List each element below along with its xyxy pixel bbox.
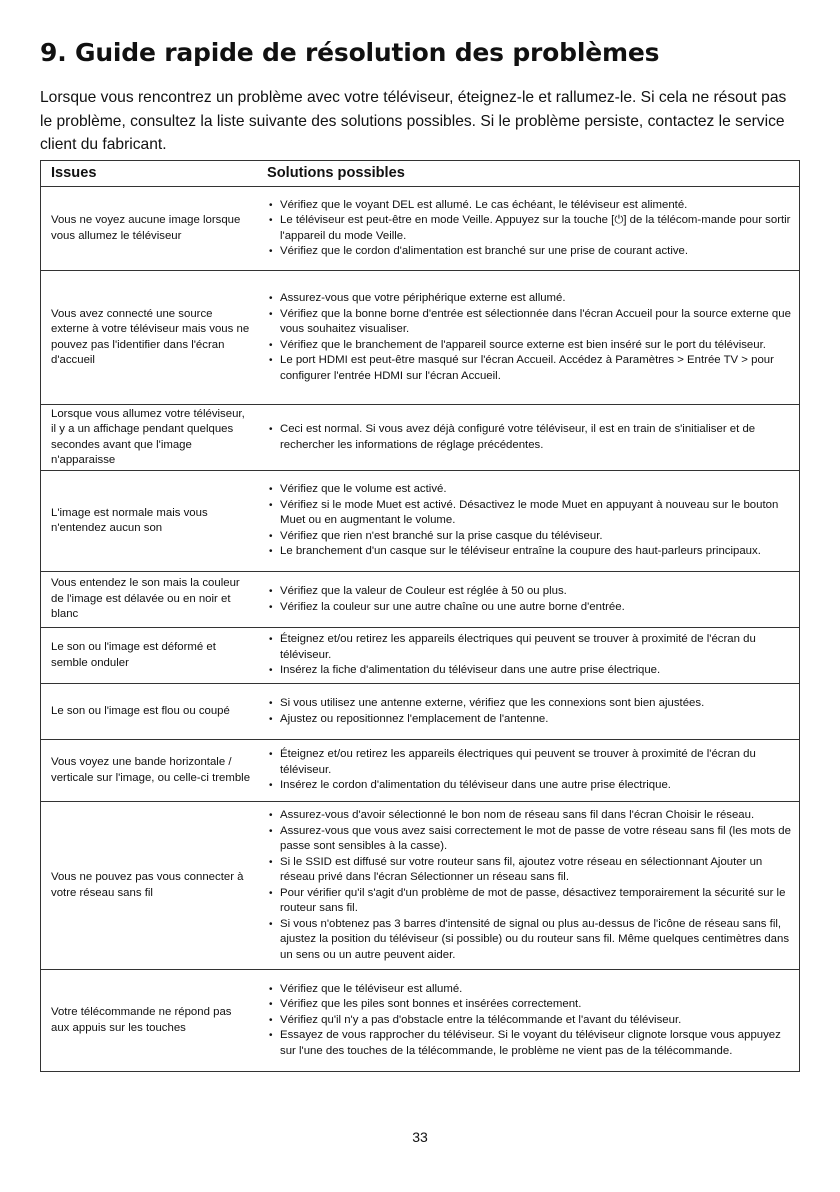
table-row (41, 187, 800, 271)
solution-item: • Pour vérifier qu'il s'agit d'un problème de mot de passe, désactivez temporairement la sécurité sur le routeur sans fil. (267, 886, 793, 917)
issue-cell: Lorsque vous allumez votre téléviseur, il y a un affichage pendant quelques secondes avant que l'image n'apparaisse (41, 405, 260, 471)
solution-item: • Le téléviseur est peut-être en mode Veille. Appuyez sur la touche [⏻] de la télécom-mande pour sortir l'appareil du mode Veille. (267, 213, 793, 244)
table-row (41, 740, 800, 802)
solution-item: • Vérifiez que rien n'est branché sur la prise casque du téléviseur. (267, 529, 793, 545)
solution-item: • Vérifiez que le volume est activé. (267, 482, 793, 498)
intro-paragraph: Lorsque vous rencontrez un problème avec votre téléviseur, éteignez-le et rallumez-le. Si cela ne résout pas le problème, consultez la liste suivante des solutions possibles. Si le problème persiste, contactez le service client du fabricant. (40, 89, 787, 153)
solutions-list (267, 291, 793, 384)
solution-item: • Vérifiez si le mode Muet est activé. Désactivez le mode Muet en appuyant à nouveau sur le bouton Muet ou en augmentant le volume. (267, 498, 793, 529)
issue-cell: Votre télécommande ne répond pas aux appuis sur les touches (41, 970, 260, 1072)
solution-item: • Éteignez et/ou retirez les appareils électriques qui peuvent se trouver à proximité de l'écran du téléviseur. (267, 747, 793, 778)
solution-item: • Vérifiez que la valeur de Couleur est réglée à 50 ou plus. (267, 584, 793, 600)
solutions-cell (259, 572, 800, 628)
solution-item: • Insérez la fiche d'alimentation du téléviseur dans une autre prise électrique. (267, 663, 793, 679)
solutions-cell (259, 271, 800, 405)
solutions-list (267, 747, 793, 794)
solution-item: • Si vous utilisez une antenne externe, vérifiez que les connexions sont bien ajustées. (267, 696, 793, 712)
solution-item: • Vérifiez que la bonne borne d'entrée est sélectionnée dans l'écran Accueil pour la source externe que vous souhaitez visualiser. (267, 307, 793, 338)
solutions-list (267, 482, 793, 560)
solutions-list (267, 982, 793, 1060)
table-row (41, 471, 800, 572)
issue-cell: Vous entendez le son mais la couleur de l'image est délavée ou en noir et blanc (41, 572, 260, 628)
page-title: 9. Guide rapide de résolution des problèmes (40, 38, 660, 67)
solutions-list (267, 584, 793, 615)
table-header-row (41, 161, 800, 187)
issue-cell: Vous ne voyez aucune image lorsque vous allumez le téléviseur (41, 187, 260, 271)
issue-cell: Le son ou l'image est flou ou coupé (41, 684, 260, 740)
solutions-cell (259, 471, 800, 572)
solution-item: • Éteignez et/ou retirez les appareils électriques qui peuvent se trouver à proximité de l'écran du téléviseur. (267, 632, 793, 663)
solutions-list (267, 632, 793, 679)
issues-column-header: Issues (41, 161, 260, 187)
solution-item: • Assurez-vous d'avoir sélectionné le bon nom de réseau sans fil dans l'écran Choisir le réseau. (267, 808, 793, 824)
solution-item: • Vérifiez qu'il n'y a pas d'obstacle entre la télécommande et l'avant du téléviseur. (267, 1013, 793, 1029)
table-row (41, 572, 800, 628)
table-row (41, 970, 800, 1072)
solution-item: • Ajustez ou repositionnez l'emplacement de l'antenne. (267, 712, 793, 728)
solutions-cell (259, 802, 800, 970)
solution-item: • Le port HDMI est peut-être masqué sur l'écran Accueil. Accédez à Paramètres > Entrée TV > pour configurer l'entrée HDMI sur l'écran Accueil. (267, 353, 793, 384)
solutions-column-header: Solutions possibles (259, 161, 800, 187)
issue-cell: Vous ne pouvez pas vous connecter à votre réseau sans fil (41, 802, 260, 970)
table-row (41, 628, 800, 684)
solutions-list (267, 422, 793, 453)
table-row (41, 802, 800, 970)
solutions-cell (259, 628, 800, 684)
solution-item: • Ceci est normal. Si vous avez déjà configuré votre téléviseur, il est en train de s'initialiser et de rechercher les informations de réglage précédentes. (267, 422, 793, 453)
solutions-list (267, 198, 793, 260)
solution-item: • Assurez-vous que votre périphérique externe est allumé. (267, 291, 793, 307)
solutions-cell (259, 740, 800, 802)
table-row (41, 405, 800, 471)
solution-item: • Vérifiez la couleur sur une autre chaîne ou une autre borne d'entrée. (267, 600, 793, 616)
solutions-cell (259, 405, 800, 471)
solution-item: • Si vous n'obtenez pas 3 barres d'intensité de signal ou plus au-dessus de l'icône de réseau sans fil, ajustez la position du téléviseur (si possible) ou du routeur sans fil. Même quelques centimètres dans un sens ou un autre peuvent aider. (267, 917, 793, 964)
solution-item: • Vérifiez que le voyant DEL est allumé. Le cas échéant, le téléviseur est alimenté. (267, 198, 793, 214)
issue-cell: Vous avez connecté une source externe à votre téléviseur mais vous ne pouvez pas l'identifier dans l'écran d'accueil (41, 271, 260, 405)
solutions-cell (259, 187, 800, 271)
solution-item: • Vérifiez que le téléviseur est allumé. (267, 982, 793, 998)
issue-cell: L'image est normale mais vous n'entendez aucun son (41, 471, 260, 572)
solution-item: • Si le SSID est diffusé sur votre routeur sans fil, ajoutez votre réseau en sélectionnant Ajouter un réseau privé dans l'écran Sélectionner un réseau sans fil. (267, 855, 793, 886)
solutions-list (267, 808, 793, 963)
solutions-list (267, 696, 793, 727)
solutions-cell (259, 684, 800, 740)
table-row (41, 271, 800, 405)
solution-item: • Essayez de vous rapprocher du téléviseur. Si le voyant du téléviseur clignote lorsque vous appuyez sur l'une des touches de la télécommande, le problème ne vient pas de la télécommande. (267, 1028, 793, 1059)
solution-item: • Vérifiez que le cordon d'alimentation est branché sur une prise de courant active. (267, 244, 793, 260)
table-body (41, 187, 800, 1072)
solution-item: • Assurez-vous que vous avez saisi correctement le mot de passe de votre réseau sans fil (les mots de passe sont sensibles à la casse). (267, 824, 793, 855)
issue-cell: Vous voyez une bande horizontale / verticale sur l'image, ou celle-ci tremble (41, 740, 260, 802)
issue-cell: Le son ou l'image est déformé et semble onduler (41, 628, 260, 684)
table-row (41, 684, 800, 740)
solution-item: • Le branchement d'un casque sur le téléviseur entraîne la coupure des haut-parleurs principaux. (267, 544, 793, 560)
solution-item: • Insérez le cordon d'alimentation du téléviseur dans une autre prise électrique. (267, 778, 793, 794)
solution-item: • Vérifiez que les piles sont bonnes et insérées correctement. (267, 997, 793, 1013)
solution-item: • Vérifiez que le branchement de l'appareil source externe est bien inséré sur le port du téléviseur. (267, 338, 793, 354)
page-number: 33 (412, 1129, 428, 1145)
troubleshooting-table (40, 160, 800, 1072)
solutions-cell (259, 970, 800, 1072)
